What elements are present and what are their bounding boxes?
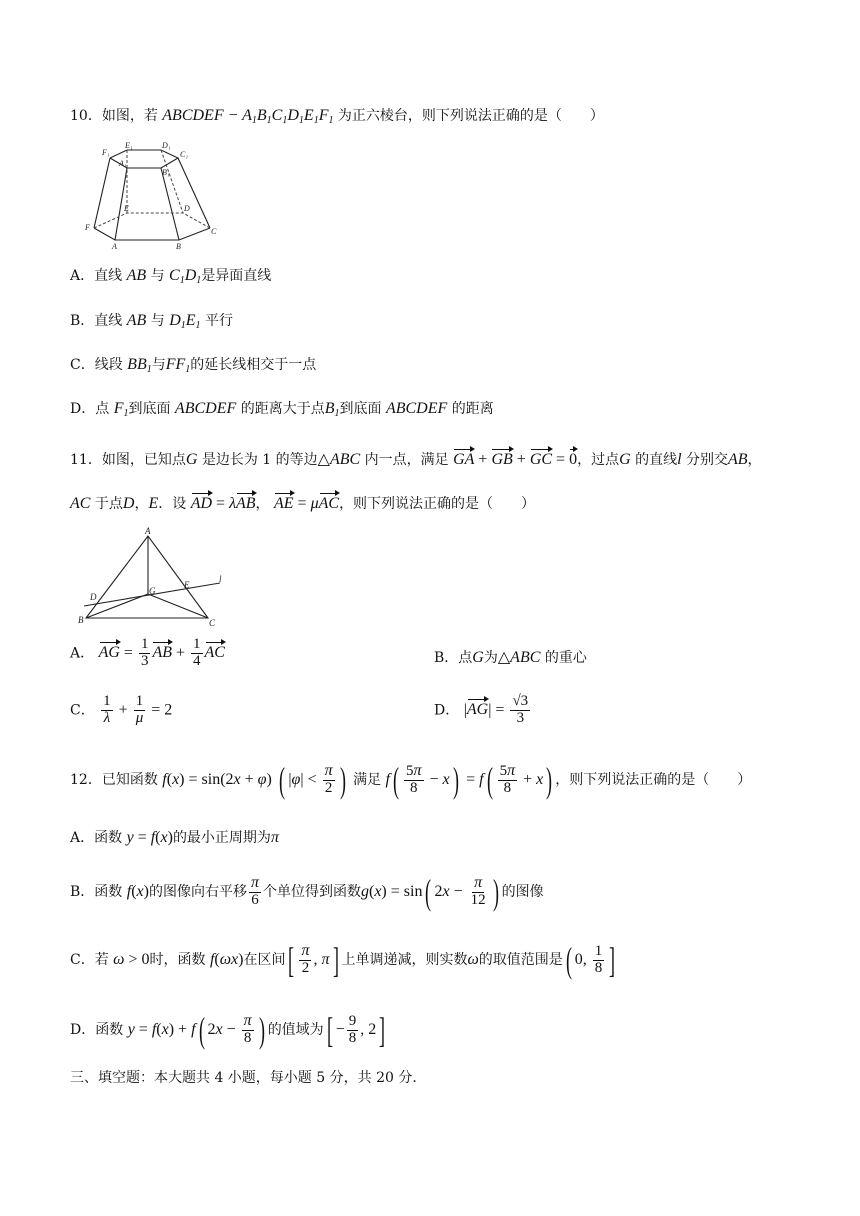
q11-stem-line2: AC 于点D，E．设 AD = λAB， AE = μAC，则下列说法正确的是（ ） xyxy=(70,495,536,512)
q11-option-c: C． $\frac{1}{\lambda}$ + $\frac{1}{\mu}$ = 2 xyxy=(70,693,173,726)
q10-option-a: A．直线 AB 与 $C_1D_1$是异面直线 xyxy=(70,267,272,286)
label-F: F xyxy=(85,223,90,232)
label-A: A xyxy=(145,526,151,536)
q12-option-d: D．函数 y = f(x) + f( 2x − $\frac{\pi}{8}$ ) 的值域为[ − $\frac{9}{8}$ , 2] xyxy=(70,1010,386,1050)
q11-option-a: A． AG = $\frac{1}{3}$ AB + $\frac{1}{4}$ AC xyxy=(70,636,225,669)
label-B1: B₁ xyxy=(162,168,170,177)
label-B: B xyxy=(176,242,181,251)
label-E: E xyxy=(184,580,190,590)
label-F1: F₁ xyxy=(102,148,110,157)
label-E: E xyxy=(124,204,129,213)
q12-option-a: A．函数 y = f(x)的最小正周期为π xyxy=(70,829,279,846)
label-E1: E₁ xyxy=(125,141,133,150)
label-D: D xyxy=(90,592,97,602)
q12-option-c: C．若 ω > 0时，函数 f(ωx)在区间[ $\frac{\pi}{2}$ , π] 上单调递减，则实数ω的取值范围是( 0, $\frac{1}{8}$ ] xyxy=(70,940,616,980)
q11-option-d: D． |AG| = $\frac{√3}{3}$ xyxy=(434,693,529,726)
label-l: l xyxy=(219,574,222,584)
label-G: G xyxy=(149,586,156,596)
label-D1: D₁ xyxy=(162,141,171,150)
label-C: C xyxy=(211,227,217,236)
label-A1: A₁ xyxy=(119,159,127,168)
q10-option-b: B．直线 AB 与 $D_1E_1$ 平行 xyxy=(70,312,233,331)
q10-option-c: C．线段 $BB_1$与$FF_1$的延长线相交于一点 xyxy=(70,356,317,375)
label-D: D xyxy=(184,204,190,213)
hexagonal-frustum-figure xyxy=(82,140,222,252)
section-three-heading: 三、填空题：本大题共 4 小题，每小题 5 分，共 20 分． xyxy=(70,1070,427,1086)
label-B: B xyxy=(78,615,84,625)
label-C: C xyxy=(209,618,216,628)
triangle-abc-figure xyxy=(76,524,228,628)
q11-stem-line1: 11．如图，已知点G 是边长为 1 的等边△ABC 内一点，满足 GA + GB + GC = 0，过点G 的直线l 分别交AB， xyxy=(70,451,762,468)
label-A: A xyxy=(112,242,117,251)
q12-option-b: B．函数 f(x)的图像向右平移 $\frac{\pi}{6}$ 个单位得到函数g(x) = sin( 2x − $\frac{\pi}{12}$ ) 的图像 xyxy=(70,872,544,912)
q12-stem: 12．已知函数 f(x) = sin(2x + φ) ( |φ| < $\frac{\pi}{2}$ ) 满足 f( $\frac{5\pi}{8}$ − x) = f( $\frac{5\pi}{8}$ + x) ，则下列说法正确的是（ ） xyxy=(70,760,752,800)
q10-option-d: D．点 $F_1$到底面 ABCDEF 的距离大于点$B_1$到底面 ABCDEF 的距离 xyxy=(70,400,494,419)
q10-stem: 10．如图，若 ABCDEF − $A_1B_1C_1D_1E_1F_1$ 为正六棱台，则下列说法正确的是（ ） xyxy=(70,107,604,126)
label-C1: C₁ xyxy=(180,150,189,159)
q11-option-b: B．点G为△ABC 的重心 xyxy=(434,649,587,666)
